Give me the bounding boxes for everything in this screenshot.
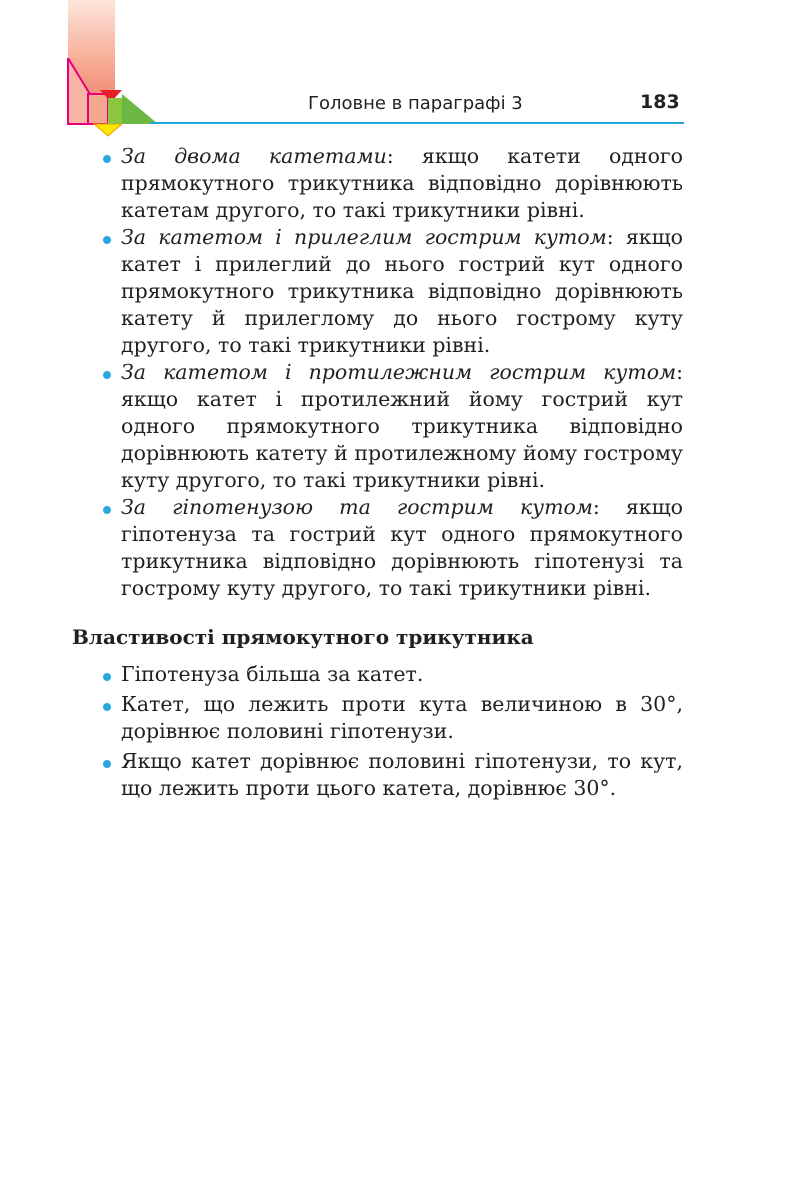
property-text: Якщо катет дорівнює половині гіпотенузи, то кут, що лежить проти цього катета, дорівнює 30°. bbox=[121, 749, 683, 800]
section-heading: Властивості прямокутного трикутника bbox=[72, 625, 534, 649]
page-number: 183 bbox=[640, 91, 680, 113]
list-item bbox=[103, 143, 683, 224]
bullet-icon bbox=[103, 506, 111, 514]
properties-section bbox=[103, 661, 683, 805]
property-text: Гіпотенуза більша за катет. bbox=[121, 662, 424, 686]
criterion-term: За гіпотенузою та гострим кутом bbox=[121, 495, 593, 519]
list-item bbox=[103, 691, 683, 745]
property-text: Катет, що лежить проти кута величиною в 30°, дорівнює половині гіпотенузи. bbox=[121, 692, 683, 743]
bullet-icon bbox=[103, 236, 111, 244]
criterion-term: За катетом і протилежним гострим кутом bbox=[121, 360, 677, 384]
criterion-term: За двома катетами bbox=[121, 144, 387, 168]
list-item bbox=[103, 661, 683, 688]
criterion-text: : якщо гіпотенуза та гострий кут одного прямокутного трикутника відповідно дорівнюють гіпотенузі та гострому куту другого, то такі трикутники рівні. bbox=[121, 495, 683, 600]
criteria-section bbox=[103, 143, 683, 602]
running-title: Головне в параграфі 3 bbox=[308, 93, 523, 114]
header-rule bbox=[150, 122, 684, 124]
bullet-icon bbox=[103, 371, 111, 379]
criterion-term: За катетом і прилеглим гострим кутом bbox=[121, 225, 607, 249]
tangram-logo-icon bbox=[60, 58, 160, 138]
properties-list bbox=[103, 661, 683, 802]
bullet-icon bbox=[103, 673, 111, 681]
criterion-text: : якщо катет і протилежний йому гострий кут одного прямокутного трикутника відповідно дорівнюють катету й протилежному йому гострому куту другого, то такі трикутники рівні. bbox=[121, 360, 683, 492]
bullet-icon bbox=[103, 703, 111, 711]
list-item bbox=[103, 494, 683, 602]
list-item bbox=[103, 359, 683, 494]
criteria-list bbox=[103, 143, 683, 602]
bullet-icon bbox=[103, 155, 111, 163]
bullet-icon bbox=[103, 760, 111, 768]
criterion-text: : якщо катети одного прямокутного трикутника відповідно дорівнюють катетам другого, то такі трикутники рівні. bbox=[121, 144, 683, 222]
list-item bbox=[103, 224, 683, 359]
criterion-text: : якщо катет і прилеглий до нього гострий кут одного прямокутного трикутника відповідно дорівнюють катету й прилеглому до нього гострому куту другого, то такі трикутники рівні. bbox=[121, 225, 683, 357]
list-item bbox=[103, 748, 683, 802]
